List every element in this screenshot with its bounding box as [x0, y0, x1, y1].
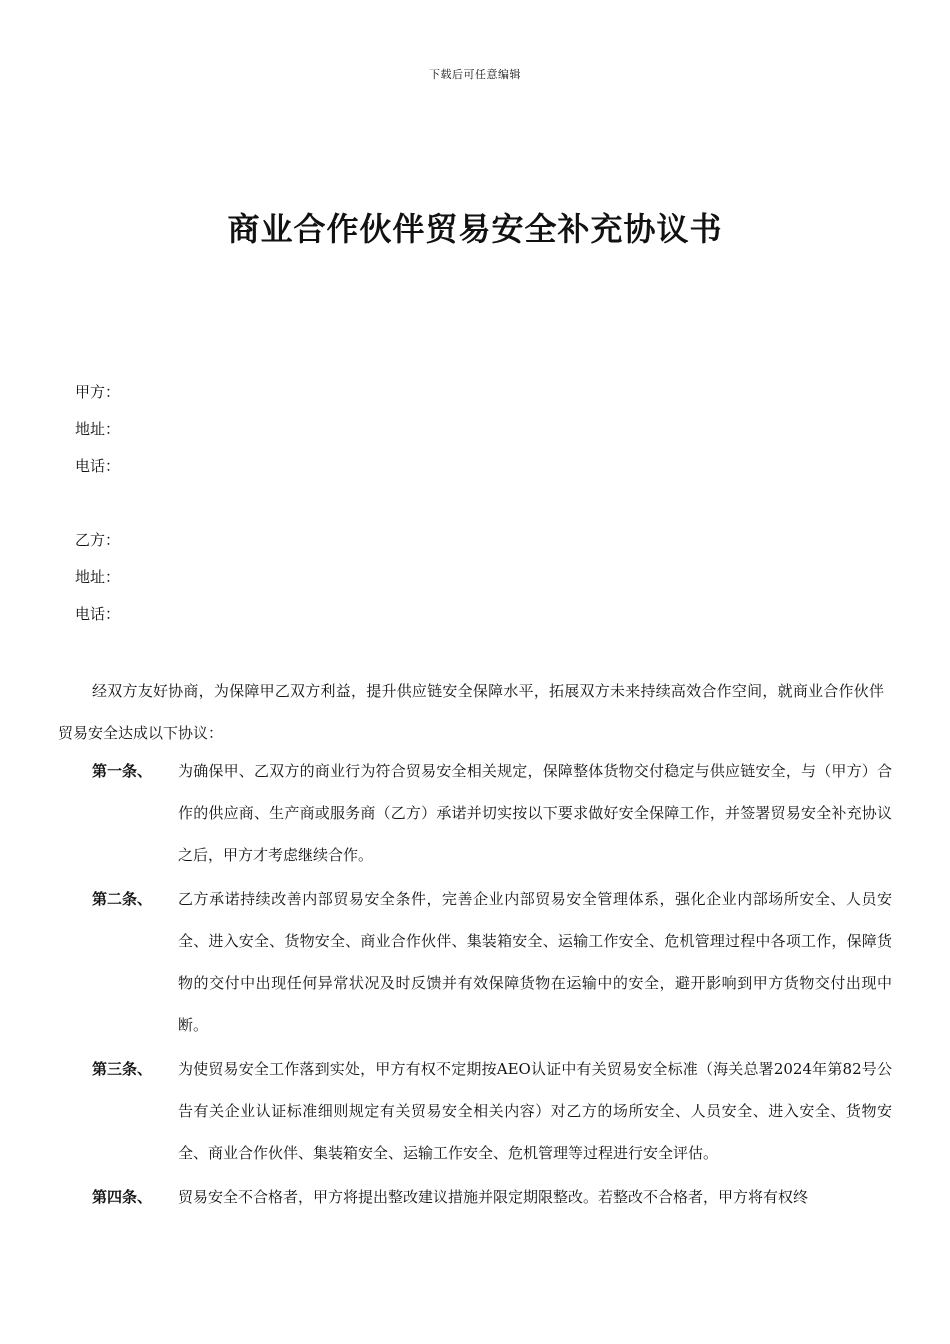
- article-4-label: 第四条、: [92, 1188, 153, 1206]
- party-a-phone-label: 电话：: [75, 457, 121, 475]
- document-title: 商业合作伙伴贸易安全补充协议书: [227, 210, 723, 248]
- article-2: [92, 878, 892, 1046]
- article-2-text: 乙方承诺持续改善内部贸易安全条件，完善企业内部贸易安全管理体系，强化企业内部场所安全、人员安全、进入安全、货物安全、商业合作伙伴、集装箱安全、运输工作安全、危机管理过程中各项工作，保障货物的交付中出现任何异常状况及时反馈并有效保障货物在运输中的安全，避开影响到甲方货物交付出现中断。: [178, 890, 892, 1034]
- party-a-name-label: 甲方：: [75, 383, 121, 401]
- article-1-label: 第一条、: [92, 762, 153, 780]
- party-b-phone-label: 电话：: [75, 605, 121, 623]
- article-4-text: 贸易安全不合格者，甲方将提出整改建议措施并限定期限整改。若整改不合格者，甲方将有权终: [178, 1188, 809, 1206]
- party-a-block: [75, 374, 120, 485]
- article-1: [92, 750, 892, 876]
- article-4: [92, 1176, 892, 1218]
- party-b-name-label: 乙方：: [75, 531, 121, 549]
- party-b-address-label: 地址：: [75, 568, 121, 586]
- article-2-label: 第二条、: [92, 890, 153, 908]
- article-3-label: 第三条、: [92, 1060, 153, 1078]
- articles-list: [92, 750, 892, 1220]
- party-b-block: [75, 522, 120, 633]
- intro-paragraph: 经双方友好协商，为保障甲乙双方利益，提升供应链安全保障水平，拓展双方未来持续高效合作空间，就商业合作伙伴贸易安全达成以下协议：: [58, 682, 884, 742]
- header-note: 下载后可任意编辑: [429, 68, 521, 81]
- article-1-text: 为确保甲、乙双方的商业行为符合贸易安全相关规定，保障整体货物交付稳定与供应链安全，与（甲方）合作的供应商、生产商或服务商（乙方）承诺并切实按以下要求做好安全保障工作，并签署贸易安全补充协议之后，甲方才考虑继续合作。: [178, 762, 892, 864]
- party-a-address-label: 地址：: [75, 420, 121, 438]
- article-3-text: 为使贸易安全工作落到实处，甲方有权不定期按AEO认证中有关贸易安全标准（海关总署2024年第82号公告有关企业认证标准细则规定有关贸易安全相关内容）对乙方的场所安全、人员安全、进入安全、货物安全、商业合作伙伴、集装箱安全、运输工作安全、危机管理等过程进行安全评估。: [178, 1060, 892, 1162]
- article-3: [92, 1048, 892, 1174]
